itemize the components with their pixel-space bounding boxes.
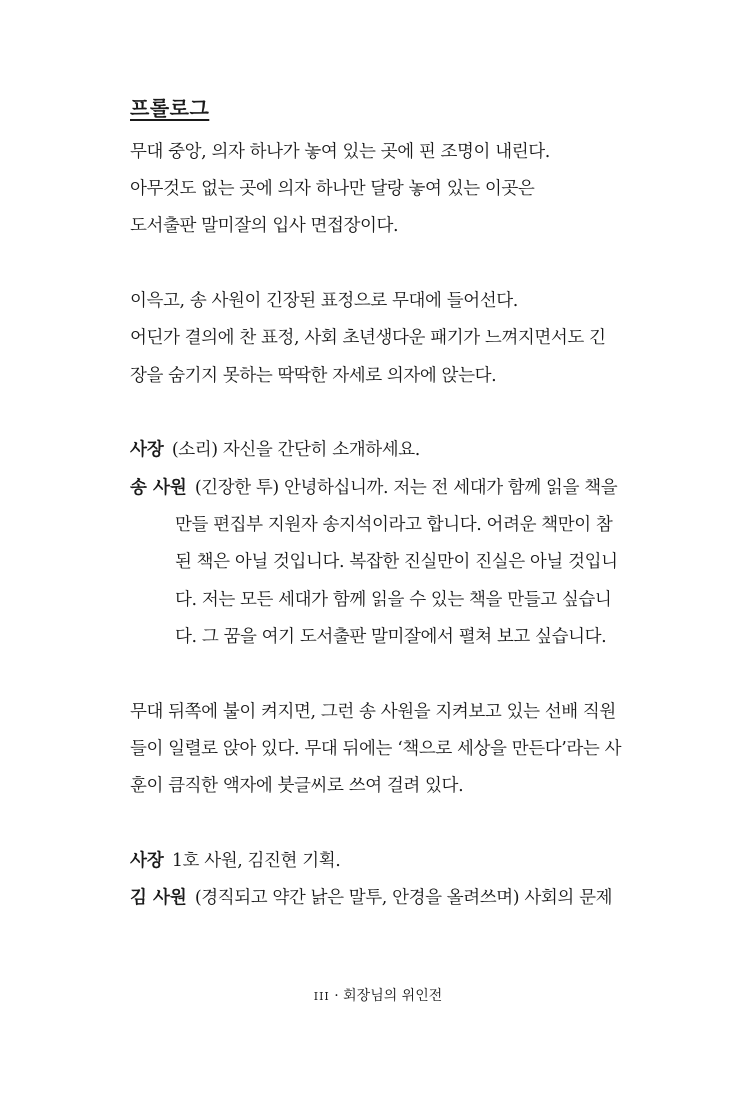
- speaker-name: 사장: [130, 851, 164, 871]
- dialogue-line: [130, 849, 340, 873]
- dialogue-text: (긴장한 투) 안녕하십니까. 저는 전 세대가 함께 읽을 책을: [194, 478, 618, 498]
- footer-separator: ·: [334, 988, 339, 1004]
- speaker-name: 사장: [130, 440, 164, 460]
- dialogue-continuation: 된 책은 아닐 것입니다. 복잡한 진실만이 진실은 아닐 것입니: [175, 552, 618, 572]
- stage-direction-line: 이윽고, 송 사원이 긴장된 표정으로 무대에 들어선다.: [130, 291, 518, 311]
- page-footer: [0, 985, 756, 1005]
- stage-direction-line: 아무것도 없는 곳에 의자 하나만 달랑 놓여 있는 이곳은: [130, 179, 535, 199]
- page-number: III: [313, 990, 330, 1003]
- dialogue-continuation: 만들 편집부 지원자 송지석이라고 합니다. 어려운 책만이 참: [175, 515, 613, 535]
- stage-direction-line: 도서출판 말미잘의 입사 면접장이다.: [130, 216, 399, 236]
- stage-direction-line: 장을 숨기지 못하는 딱딱한 자세로 의자에 앉는다.: [130, 366, 497, 386]
- stage-direction-line: 무대 뒤쪽에 불이 켜지면, 그런 송 사원을 지켜보고 있는 선배 직원: [130, 702, 616, 722]
- running-title: 회장님의 위인전: [343, 988, 443, 1004]
- dialogue-text: (경직되고 약간 낡은 말투, 안경을 올려쓰며) 사회의 문제: [194, 888, 613, 908]
- stage-direction-line: 훈이 큼직한 액자에 붓글씨로 쓰여 걸려 있다.: [130, 776, 464, 796]
- section-heading: 프롤로그: [130, 96, 210, 120]
- dialogue-line: [130, 476, 617, 500]
- dialogue-line: [130, 886, 612, 910]
- dialogue-continuation: 다. 저는 모든 세대가 함께 읽을 수 있는 책을 만들고 싶습니: [175, 590, 612, 610]
- stage-direction-line: 무대 중앙, 의자 하나가 놓여 있는 곳에 핀 조명이 내린다.: [130, 142, 550, 162]
- speaker-name: 김 사원: [130, 888, 187, 908]
- dialogue-continuation: 다. 그 꿈을 여기 도서출판 말미잘에서 펼쳐 보고 싶습니다.: [175, 627, 607, 647]
- speaker-name: 송 사원: [130, 478, 187, 498]
- dialogue-text: 1호 사원, 김진현 기획.: [171, 851, 341, 871]
- stage-direction-line: 들이 일렬로 앉아 있다. 무대 뒤에는 ‘책으로 세상을 만든다’라는 사: [130, 739, 622, 759]
- stage-direction-line: 어딘가 결의에 찬 표정, 사회 초년생다운 패기가 느껴지면서도 긴: [130, 328, 606, 348]
- dialogue-text: (소리) 자신을 간단히 소개하세요.: [171, 440, 420, 460]
- dialogue-line: [130, 438, 420, 462]
